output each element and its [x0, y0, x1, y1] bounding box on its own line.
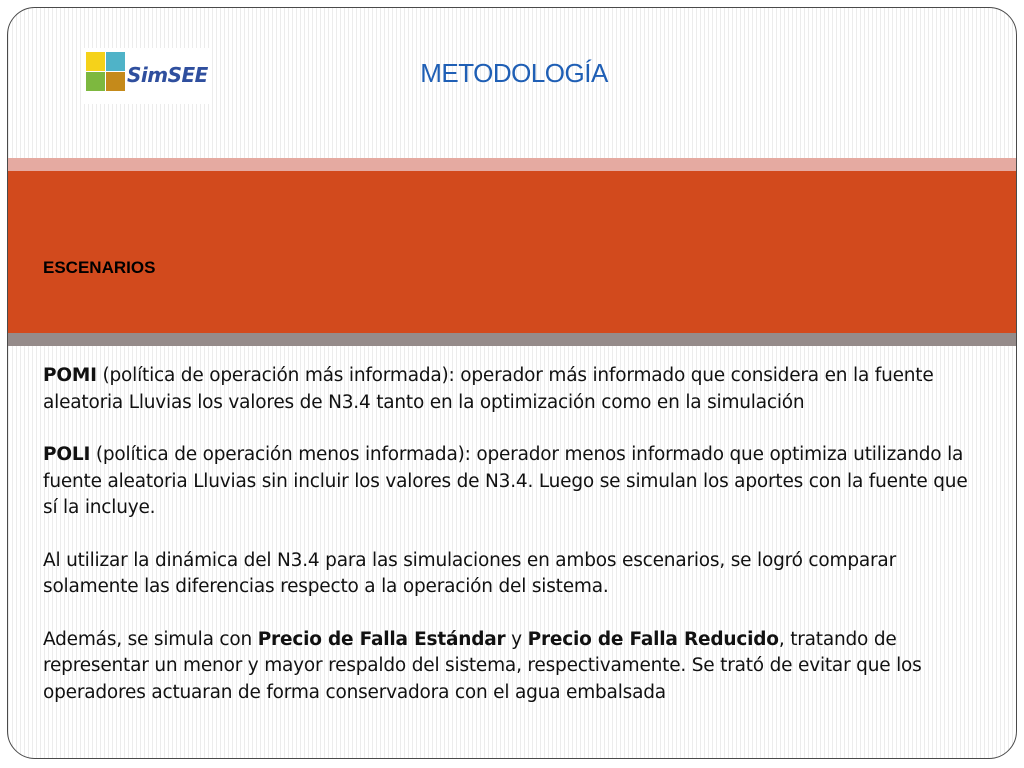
paragraph-poli [43, 442, 983, 522]
slide [7, 7, 1017, 759]
body-text [43, 363, 983, 732]
falla-estandar: Precio de Falla Estándar [257, 628, 506, 650]
term-poli: POLI [43, 444, 91, 465]
paragraph-dinamica [43, 548, 983, 601]
dinamica-text: Al utilizar la dinámica del N3.4 para las simulaciones en ambos escenarios, se logró comparar solamente las diferencias respecto a la operación del sistema. [43, 549, 896, 597]
divider-band-pink [8, 158, 1016, 171]
slide-title: METODOLOGÍA [420, 58, 608, 88]
poli-description: (política de operación menos informada): operador menos informado que optimiza utilizando la fuente aleatoria Lluvias sin incluir los valores de N3.4. Luego se simulan los aportes con la fuente que sí la incluye. [43, 444, 968, 518]
paragraph-falla [43, 627, 983, 707]
section-band-orange [8, 171, 1016, 333]
logo-text: SimSEE [127, 63, 208, 87]
pomi-description: (política de operación más informada): operador más informado que considera en la fuente aleatoria Lluvias los valores de N3.4 tanto en la optimización como en la simulación [43, 365, 934, 413]
section-heading: ESCENARIOS [43, 258, 156, 277]
paragraph-pomi [43, 363, 983, 416]
falla-reducido: Precio de Falla Reducido [527, 628, 779, 650]
term-pomi: POMI [43, 365, 97, 386]
falla-text-3: , tratando de representar un menor y mayor respaldo del sistema, respectivamente. Se trató de evitar que los operadores actuaran de forma conservadora con el agua embalsada [43, 628, 922, 703]
falla-text-2: y [505, 628, 528, 650]
falla-text-1: Además, se simula con [43, 628, 258, 650]
divider-band-gray [8, 333, 1016, 346]
